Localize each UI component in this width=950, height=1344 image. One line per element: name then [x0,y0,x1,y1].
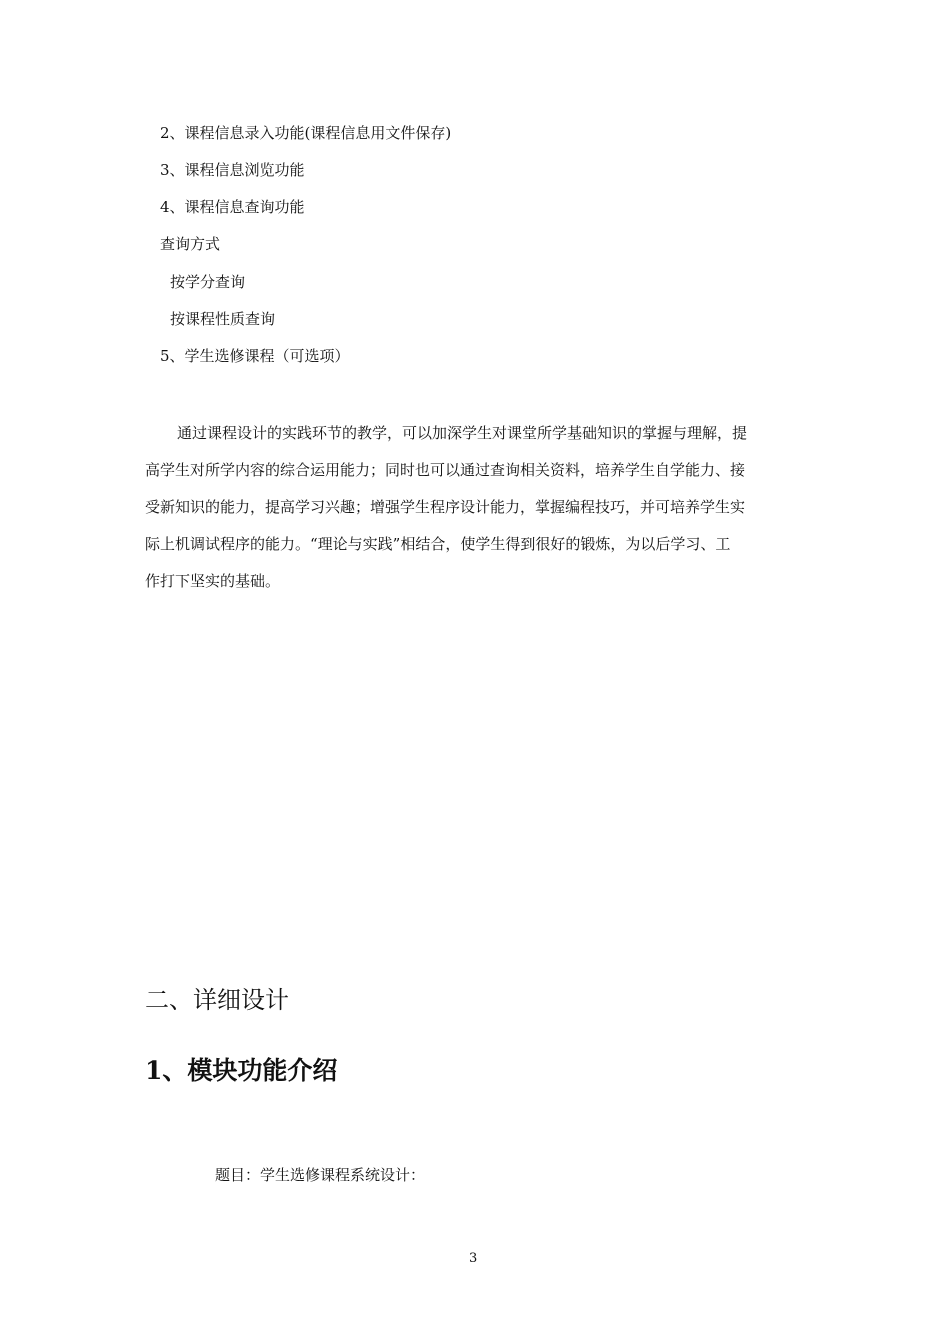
list-item-course-browse: 3、课程信息浏览功能 [160,161,305,179]
subsection-heading: 1、模块功能介绍 [145,1056,338,1085]
paragraph-line: 通过课程设计的实践环节的教学，可以加深学生对课堂所学基础知识的掌握与理解，提 [177,424,748,442]
query-method-label: 查询方式 [160,235,221,253]
paragraph-line: 高学生对所学内容的综合运用能力；同时也可以通过查询相关资料，培养学生自学能力、接 [145,461,746,479]
query-by-credit: 按学分查询 [170,273,246,291]
paragraph-line: 受新知识的能力，提高学习兴趣；增强学生程序设计能力，掌握编程技巧，并可培养学生实 [145,498,746,516]
body-paragraph [145,426,810,596]
query-by-nature: 按课程性质查询 [170,310,276,328]
list-item-course-query: 4、课程信息查询功能 [160,198,305,216]
page-number: 3 [469,1251,478,1266]
section-heading: 二、详细设计 [145,986,289,1014]
paragraph-line: 际上机调试程序的能力。“理论与实践”相结合，使学生得到很好的锻炼，为以后学习、工 [145,535,731,553]
topic-line: 题目：学生选修课程系统设计： [215,1166,426,1184]
list-item-student-elective: 5、学生选修课程（可选项） [160,347,350,365]
list-item-course-entry: 2、课程信息录入功能(课程信息用文件保存) [160,124,452,142]
paragraph-line: 作打下坚实的基础。 [145,572,281,590]
